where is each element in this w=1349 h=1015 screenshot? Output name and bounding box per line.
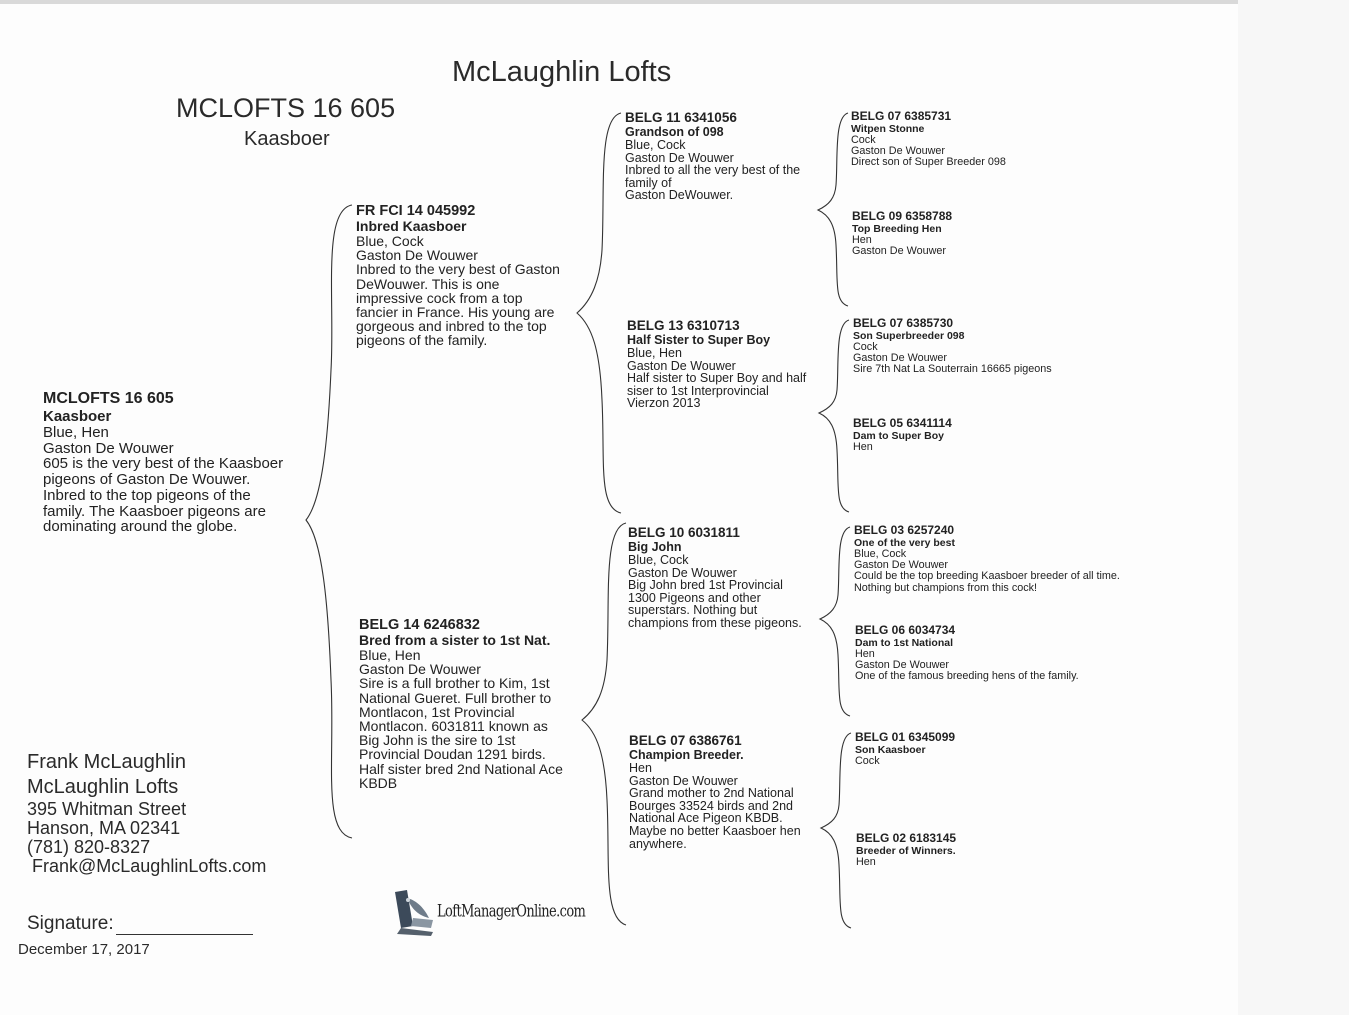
gen4-line: Sire 7th Nat La Souterrain 16665 pigeons (853, 363, 1052, 376)
gen4-entry-3 (853, 317, 1052, 376)
brace-gen1 (306, 205, 352, 838)
sire-line: Blue, Cock (356, 233, 424, 249)
subject-line: 605 is the very best of the Kaasboer (43, 455, 284, 473)
gen3-line: Half sister to Super Boy and half (627, 371, 807, 386)
gen4-line: Blue, Cock (854, 548, 907, 560)
gen3-line: 1300 Pigeons and other (628, 590, 761, 605)
logo-text: LoftManagerOnline.com (437, 902, 586, 922)
owner-phone: (781) 820-8327 (27, 837, 151, 857)
page-title: McLaughlin Lofts (452, 56, 672, 88)
dam-line: Montlacon, 1st Provincial (359, 703, 515, 720)
gen3-name: Grandson of 098 (625, 125, 724, 139)
gen4-line: Could be the top breeding Kaasboer breeder of all time. (854, 570, 1120, 583)
owner-loft: McLaughlin Lofts (27, 776, 179, 798)
gen3-line: Gaston De Wouwer (625, 150, 734, 165)
brace-gen3-a (818, 113, 848, 306)
gen3-line: Gaston De Wouwer (627, 358, 736, 373)
gen3-line: Gaston DeWouwer. (625, 188, 734, 203)
gen4-band: BELG 07 6385730 (853, 316, 954, 330)
sire-entry (356, 203, 560, 348)
gen4-entry-1 (851, 110, 1006, 169)
brace-gen2-sire (577, 113, 621, 513)
gen3-line: Grand mother to 2nd National (629, 786, 794, 801)
subject-line: dominating around the globe. (43, 518, 238, 536)
gen3-entry-1 (625, 110, 800, 202)
gen4-name: Breeder of Winners. (856, 845, 956, 857)
gen4-line: Gaston De Wouwer (853, 352, 948, 365)
gen4-line: Gaston De Wouwer (852, 245, 947, 258)
owner-street: 395 Whitman Street (27, 799, 187, 819)
gen3-line: Inbred to all the very best of the (625, 163, 801, 178)
subject-line: Gaston De Wouwer (43, 439, 174, 457)
gen4-name: Dam to Super Boy (853, 430, 945, 442)
gen4-band: BELG 01 6345099 (855, 730, 956, 744)
gen3-band: BELG 13 6310713 (627, 318, 740, 333)
subject-line: Blue, Hen (43, 424, 109, 441)
gen4-name: Son Superbreeder 098 (853, 330, 965, 342)
owner-block (27, 750, 266, 876)
gen4-line: Hen (852, 234, 872, 246)
print-date: December 17, 2017 (18, 941, 150, 958)
dam-line: KBDB (359, 774, 398, 791)
dam-line: Gaston De Wouwer (359, 661, 481, 678)
gen3-line: National Ace Pigeon KBDB. (629, 811, 783, 826)
sire-name: Inbred Kaasboer (356, 218, 467, 234)
gen4-line: Direct son of Super Breeder 098 (851, 156, 1006, 169)
gen3-name: Half Sister to Super Boy (627, 333, 771, 347)
gen4-line: One of the famous breeding hens of the family. (855, 670, 1079, 683)
gen4-line: Hen (856, 856, 876, 868)
gen4-line: Gaston De Wouwer (851, 145, 946, 158)
signature-label: Signature: (27, 913, 114, 934)
gen4-line: Hen (853, 441, 873, 453)
gen3-band: BELG 07 6386761 (629, 733, 742, 748)
dam-line: Half sister bred 2nd National Ace (359, 760, 563, 777)
gen4-band: BELG 05 6341114 (853, 416, 952, 430)
subject-line: family. The Kaasboer pigeons are (43, 502, 266, 520)
gen4-line: Hen (855, 648, 875, 660)
gen3-line: Hen (629, 761, 652, 775)
dam-name: Bred from a sister to 1st Nat. (359, 632, 551, 648)
gen4-name: Dam to 1st National (855, 637, 954, 649)
gen4-band: BELG 03 6257240 (854, 523, 955, 537)
gen4-name: Witpen Stonne (851, 123, 925, 135)
gen4-entry-5 (854, 524, 1120, 594)
subject-line: Inbred to the top pigeons of the (43, 486, 251, 504)
gen3-band: BELG 11 6341056 (625, 110, 737, 125)
scan-right-margin (1238, 0, 1349, 1015)
owner-email: Frank@McLaughlinLofts.com (32, 856, 267, 876)
signature-field (27, 913, 253, 935)
gen3-line: superstars. Nothing but (628, 603, 758, 618)
brace-gen2-dam (582, 523, 626, 925)
dam-line: National Gueret. Full brother to (359, 689, 552, 706)
gen4-line: Cock (855, 755, 880, 767)
sire-line: Inbred to the very best of Gaston (356, 261, 560, 278)
signature-line (116, 914, 253, 935)
dam-line: Sire is a full brother to Kim, 1st (359, 675, 550, 692)
gen3-line: Gaston De Wouwer (628, 565, 737, 580)
dam-line: Montlacon. 6031811 known as (359, 718, 548, 735)
gen4-entry-7 (855, 731, 955, 767)
gen3-name: Big John (628, 540, 682, 554)
gen3-line: Vierzon 2013 (627, 396, 701, 411)
brace-gen3-c (820, 527, 850, 716)
gen3-line: Maybe no better Kaasboer hen (629, 823, 801, 838)
dam-line: Blue, Hen (359, 647, 421, 663)
gen3-line: Blue, Cock (628, 553, 689, 567)
gen3-line: Blue, Hen (627, 346, 682, 360)
dam-line: Big John is the sire to 1st (359, 732, 516, 749)
gen3-entry-4 (629, 733, 801, 850)
gen3-line: champions from these pigeons. (628, 615, 802, 630)
gen4-entry-2 (852, 210, 952, 257)
sire-line: DeWouwer. This is one (356, 275, 500, 292)
owner-city: Hanson, MA 02341 (27, 818, 181, 838)
dam-entry (359, 617, 563, 790)
sire-line: pigeons of the family. (356, 332, 488, 349)
header-band-number: MCLOFTS 16 605 (176, 93, 396, 123)
gen4-line: Gaston De Wouwer (855, 659, 950, 672)
sire-line: gorgeous and inbred to the top (356, 318, 547, 335)
gen3-entry-3 (628, 525, 802, 630)
gen4-name: Son Kaasboer (855, 744, 926, 756)
pigeon-laptop-logo-icon (393, 888, 441, 938)
loftmanager-logo (393, 888, 586, 938)
gen3-entry-2 (627, 318, 806, 410)
gen4-name: Top Breeding Hen (852, 223, 942, 235)
sire-line: fancier in France. His young are (356, 304, 555, 321)
sire-band: FR FCI 14 045992 (356, 203, 476, 219)
gen4-band: BELG 06 6034734 (855, 623, 956, 637)
gen3-band: BELG 10 6031811 (628, 525, 740, 540)
gen4-band: BELG 07 6385731 (851, 109, 952, 123)
brace-gen3-b (819, 320, 849, 512)
subject-band: MCLOFTS 16 605 (43, 390, 174, 407)
sire-line: impressive cock from a top (356, 289, 523, 306)
gen3-line: family of (625, 175, 672, 190)
gen4-entry-8 (856, 832, 956, 868)
subject-entry (43, 390, 283, 535)
owner-name: Frank McLaughlin (27, 751, 186, 773)
gen3-line: siser to 1st Interprovincial (627, 383, 769, 398)
scan-top-edge (0, 0, 1349, 4)
subject-name: Kaasboer (43, 408, 112, 425)
gen4-line: Gaston De Wouwer (854, 559, 949, 572)
gen3-line: Blue, Cock (625, 138, 686, 152)
gen4-line: Cock (851, 134, 876, 146)
header-bird-name: Kaasboer (244, 128, 330, 150)
gen4-entry-6 (855, 624, 1079, 683)
subject-line: pigeons of Gaston De Wouwer. (43, 471, 251, 489)
gen4-line: Cock (853, 341, 878, 353)
sire-line: Gaston De Wouwer (356, 247, 478, 264)
gen4-band: BELG 09 6358788 (852, 209, 953, 223)
brace-gen3-d (821, 733, 851, 928)
gen3-line: Big John bred 1st Provincial (628, 578, 783, 593)
gen3-line: Bourges 33524 birds and 2nd (629, 798, 794, 813)
dam-line: Provincial Doudan 1291 birds. (359, 746, 546, 763)
gen4-name: One of the very best (854, 537, 955, 549)
gen4-line: Nothing but champions from this cock! (854, 581, 1038, 594)
gen3-line: anywhere. (629, 836, 687, 851)
gen4-band: BELG 02 6183145 (856, 831, 957, 845)
gen3-name: Champion Breeder. (629, 748, 744, 762)
dam-band: BELG 14 6246832 (359, 617, 480, 633)
gen4-entry-4 (853, 417, 952, 453)
gen3-line: Gaston De Wouwer (629, 773, 738, 788)
